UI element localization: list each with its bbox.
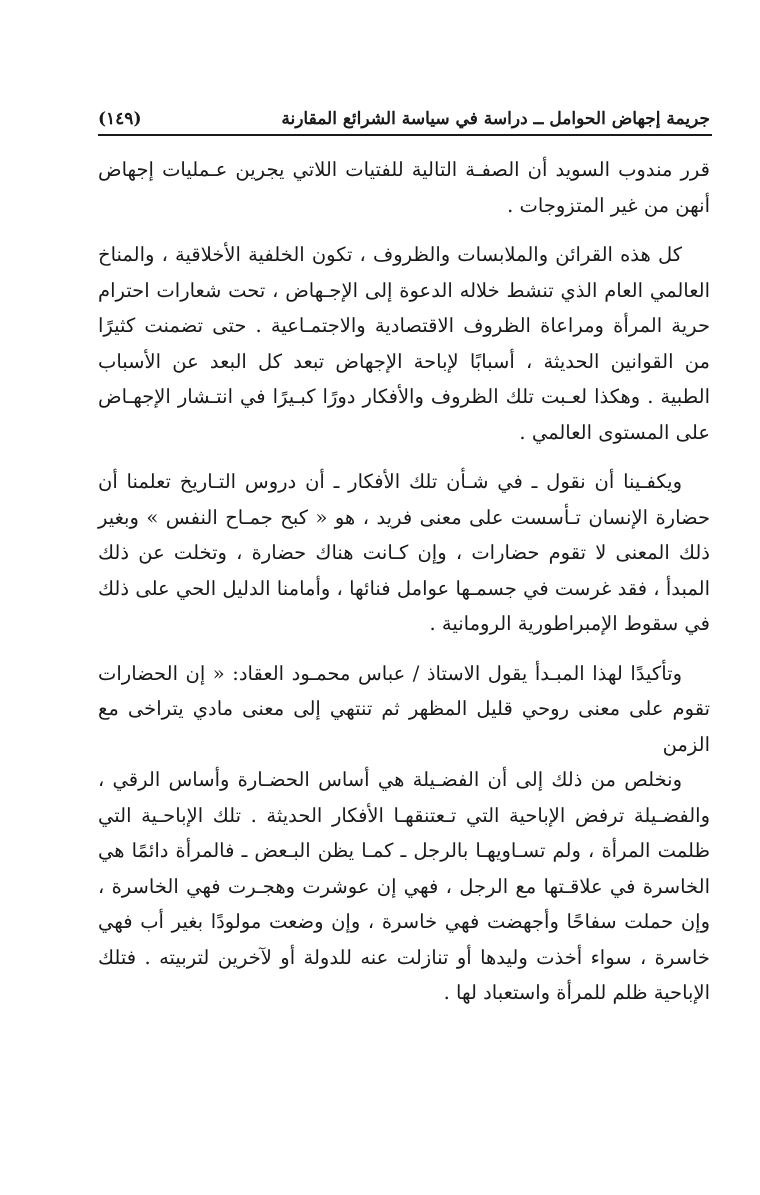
header-title: جريمة إجهاض الحوامل ــ دراسة في سياسة الشرائع المقارنة [281, 109, 710, 129]
paragraph-1: قرر مندوب السويد أن الصفـة التالية للفتيات اللاتي يجرين عـمليات إجهاض أنهن من غير المتزوجات . [98, 158, 710, 217]
page-number: (١٤٩) [98, 109, 142, 129]
body-text [98, 152, 710, 1011]
running-header [98, 102, 710, 136]
paragraph-5: ونخلص من ذلك إلى أن الفضـيلة هي أساس الحضـارة وأساس الرقي ، والفضـيلة ترفض الإباحية التي تـعتنقهـا الأفكار الحديثة . تلك الإباحـية التي ظلمت المرأة ، ولم تسـاويهـا بالرجل ـ كمـا يظن البـعض ـ فالمرأة دائمًا هي الخاسرة في علاقـتها مع الرجل ، فهي إن عوشرت وهجـرت فهي الخاسرة ، وإن حملت سفاحًا وأجهضت فهي خاسرة ، وإن وضعت مولودًا بغير أب فهي خاسرة ، سواء أخذت وليدها أو تنازلت عنه للدولة أو لآخرين لتربيته . فتلك الإباحية ظلم للمرأة واستعباد لها . [98, 768, 710, 1004]
paragraph-3: ويكفـينا أن نقول ـ في شـأن تلك الأفكار ـ أن دروس التـاريخ تعلمنا أن حضارة الإنسان تـأسست على معنى فريد ، هو « كبح جمـاح النفس » وبغير ذلك المعنى لا تقوم حضارات ، وإن كـانت هناك حضارة ، وتخلت عن ذلك المبدأ ، فقد غرست في جسمـها عوامل فنائها ، وأمامنا الدليل الحي على ذلك في سقوط الإمبراطورية الرومانية . [98, 470, 710, 635]
header-rule [98, 134, 712, 136]
paragraph-2: كل هذه القرائن والملابسات والظروف ، تكون الخلفية الأخلاقية ، والمناخ العالمي العام الذي تنشط خلاله الدعوة إلى الإجـهاض ، تحت شعارات احترام حرية المرأة ومراعاة الظروف الاقتصادية والاجتمـاعية . حتى تضمنت كثيرًا من القوانين الحديثة ، أسبابًا لإباحة الإجهاض تبعد كل البعد عن الأسباب الطبية . وهكذا لعـبت تلك الظروف والأفكار دورًا كبـيرًا في انتـشار الإجهـاض على المستوى العالمي . [98, 243, 710, 444]
paragraph-4: وتأكيدًا لهذا المبـدأ يقول الاستاذ / عباس محمـود العقاد: « إن الحضارات تقوم على معنى روحي قليل المظهر ثم تنتهي إلى معنى مادي يتراخى مع الزمن [98, 661, 710, 756]
